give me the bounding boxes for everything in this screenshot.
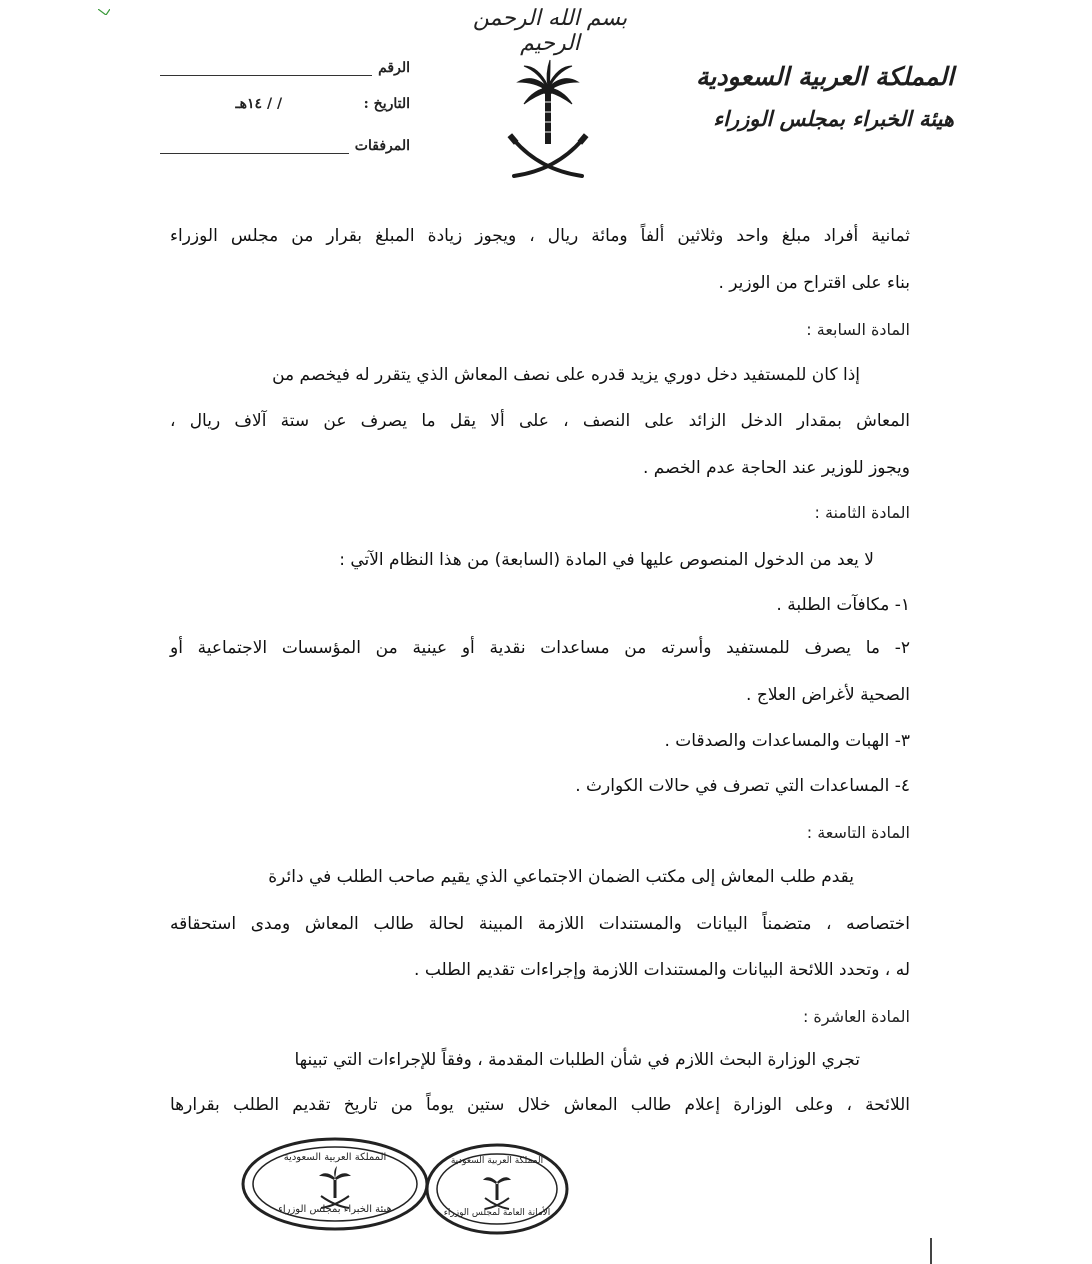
article-heading: المادة العاشرة : <box>802 1007 910 1026</box>
body-line: له ، وتحدد اللائحة البيانات والمستندات اللازمة وإجراءات تقديم الطلب . <box>414 960 910 980</box>
list-item: ٣- الهبات والمساعدات والصدقات . <box>664 731 910 751</box>
body-line: يقدم طلب المعاش إلى مكتب الضمان الاجتماعي الذي يقيم صاحب الطلب في دائرة <box>268 867 854 887</box>
stamp-text: الأمانة العامة لمجلس الوزراء <box>443 1208 551 1218</box>
body-line: بناء على اقتراح من الوزير . <box>718 273 910 293</box>
body-line: الصحية لأغراض العلاج . <box>746 685 910 705</box>
body-line: لا يعد من الدخول المنصوص عليها في المادة (السابعة) من هذا النظام الآتي : <box>339 550 874 570</box>
date-value: / / ١٤هـ <box>235 96 283 112</box>
body-line: اللائحة ، وعلى الوزارة إعلام طالب المعاش خلال ستين يوماً من تاريخ تقديم الطلب بقرارها <box>170 1095 910 1115</box>
article-heading: المادة التاسعة : <box>806 823 910 842</box>
stamp-text: هيئة الخبراء بمجلس الوزراء <box>278 1204 392 1215</box>
stamp-text: المملكة العربية السعودية <box>283 1152 387 1163</box>
palm-swords-emblem-icon <box>500 58 596 186</box>
page-edge-mark <box>930 1238 932 1264</box>
attachments-row <box>160 138 410 154</box>
experts-commission-stamp <box>240 1136 430 1232</box>
body-line: اختصاصه ، متضمناً البيانات والمستندات اللازمة المبينة لحالة طالب المعاش ومدى استحقاقه <box>170 914 910 934</box>
attachments-label: المرفقات <box>354 138 410 154</box>
authority-title: هيئة الخبراء بمجلس الوزراء <box>713 106 954 131</box>
corner-mark <box>98 0 110 6</box>
ref-label: الرقم <box>378 60 410 76</box>
list-item: ٢- ما يصرف للمستفيد وأسرته من مساعدات نقدية أو عينية من المؤسسات الاجتماعية أو <box>170 638 910 658</box>
date-row <box>160 96 410 112</box>
attachments-line <box>160 141 349 154</box>
ref-line <box>160 63 372 76</box>
date-label: التاريخ : <box>363 96 410 112</box>
list-item: ١- مكافآت الطلبة . <box>776 595 910 615</box>
kingdom-title: المملكة العربية السعودية <box>695 62 954 91</box>
stamp-text: المملكة العربية السعودية <box>450 1156 544 1166</box>
cabinet-secretariat-stamp <box>424 1142 570 1236</box>
article-heading: المادة السابعة : <box>806 320 910 339</box>
body-line: تجري الوزارة البحث اللازم في شأن الطلبات المقدمة ، وفقاً للإجراءات التي تبينها <box>294 1050 860 1070</box>
list-item: ٤- المساعدات التي تصرف في حالات الكوارث . <box>575 776 910 796</box>
body-line: المعاش بمقدار الدخل الزائد على النصف ، على ألا يقل ما يصرف عن ستة آلاف ريال ، <box>170 411 910 431</box>
body-line: إذا كان للمستفيد دخل دوري يزيد قدره على نصف المعاش الذي يتقرر له فيخصم من <box>272 365 860 385</box>
ref-row <box>160 60 410 76</box>
body-line: ويجوز للوزير عند الحاجة عدم الخصم . <box>642 458 910 478</box>
basmala: بسم الله الرحمن الرحيم <box>472 6 628 56</box>
body-line: ثمانية أفراد مبلغ واحد وثلاثين ألفاً ومائة ريال ، ويجوز زيادة المبلغ بقرار من مجلس الوزراء <box>170 226 910 246</box>
article-heading: المادة الثامنة : <box>814 503 910 522</box>
